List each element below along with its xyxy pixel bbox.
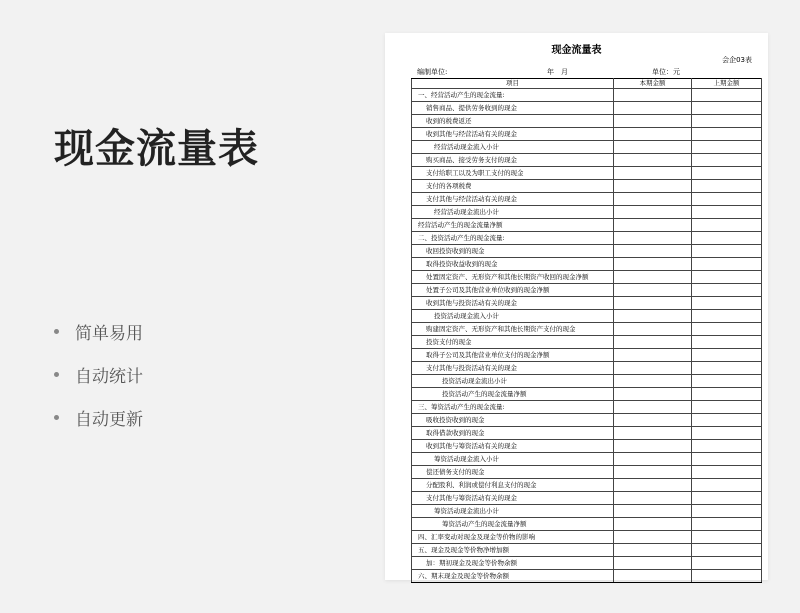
row-label: 收到其他与筹资活动有关的现金 [412,440,614,453]
previous-amount-cell[interactable] [692,518,762,531]
form-code: 会企03表 [722,56,752,64]
row-label: 偿还债务支付的现金 [412,466,614,479]
row-label: 投资活动现金流入小计 [412,310,614,323]
row-label: 取得投资收益收到的现金 [412,258,614,271]
previous-amount-cell[interactable] [692,414,762,427]
table-row [412,141,762,154]
current-amount-cell[interactable] [614,141,692,154]
sheet-title: 现金流量表 [551,45,602,56]
table-row [412,453,762,466]
period-label: 年 月 [547,68,568,76]
feature-item [54,396,143,439]
reporting-unit-label: 编制单位: [417,68,448,76]
current-amount-cell[interactable] [614,245,692,258]
previous-amount-cell[interactable] [692,531,762,544]
row-label: 支付的各项税费 [412,180,614,193]
current-amount-cell[interactable] [614,154,692,167]
current-amount-cell[interactable] [614,349,692,362]
previous-amount-cell[interactable] [692,375,762,388]
current-amount-cell[interactable] [614,492,692,505]
previous-amount-cell[interactable] [692,284,762,297]
current-amount-cell[interactable] [614,375,692,388]
previous-amount-cell[interactable] [692,336,762,349]
current-amount-cell[interactable] [614,336,692,349]
row-label: 投资活动现金流出小计 [412,375,614,388]
row-label: 处置固定资产、无形资产和其他长期资产收回的现金净额 [412,271,614,284]
table-row [412,362,762,375]
row-label: 处置子公司及其他营业单位收到的现金净额 [412,284,614,297]
table-row [412,102,762,115]
previous-amount-cell[interactable] [692,310,762,323]
row-label: 收回投资收到的现金 [412,245,614,258]
current-amount-cell[interactable] [614,557,692,570]
current-amount-cell[interactable] [614,323,692,336]
column-header-previous: 上期金额 [692,79,762,89]
row-label: 收到其他与投资活动有关的现金 [412,297,614,310]
feature-item [54,310,143,353]
table-row [412,258,762,271]
bullet-icon [54,372,59,377]
current-amount-cell[interactable] [614,453,692,466]
previous-amount-cell[interactable] [692,349,762,362]
previous-amount-cell[interactable] [692,102,762,115]
row-label: 支付其他与投资活动有关的现金 [412,362,614,375]
current-amount-cell[interactable] [614,128,692,141]
table-row [412,388,762,401]
current-amount-cell[interactable] [614,271,692,284]
row-label: 二、投资活动产生的现金流量: [412,232,614,245]
current-amount-cell[interactable] [614,531,692,544]
cash-flow-sheet [385,33,768,580]
previous-amount-cell[interactable] [692,388,762,401]
current-amount-cell[interactable] [614,193,692,206]
column-header-item: 项目 [412,79,614,89]
feature-label: 简单易用 [75,324,143,344]
current-amount-cell[interactable] [614,427,692,440]
table-row [412,297,762,310]
row-label: 四、汇率变动对现金及现金等价物的影响 [412,531,614,544]
current-amount-cell[interactable] [614,544,692,557]
row-label: 分配股利、利润或偿付利息支付的现金 [412,479,614,492]
row-label: 支付其他与经营活动有关的现金 [412,193,614,206]
table-row [412,245,762,258]
row-label: 筹资活动产生的现金流量净额 [412,518,614,531]
current-amount-cell[interactable] [614,115,692,128]
table-row [412,89,762,102]
feature-item [54,353,143,396]
previous-amount-cell[interactable] [692,180,762,193]
row-label: 筹资活动现金流入小计 [412,453,614,466]
table-row [412,167,762,180]
row-label: 五、现金及现金等价物净增加额 [412,544,614,557]
feature-label: 自动更新 [75,410,143,430]
current-amount-cell[interactable] [614,466,692,479]
table-row [412,310,762,323]
table-row [412,284,762,297]
current-amount-cell[interactable] [614,102,692,115]
previous-amount-cell[interactable] [692,232,762,245]
table-row [412,115,762,128]
previous-amount-cell[interactable] [692,570,762,583]
table-row [412,427,762,440]
row-label: 支付其他与筹资活动有关的现金 [412,492,614,505]
table-row [412,193,762,206]
previous-amount-cell[interactable] [692,141,762,154]
previous-amount-cell[interactable] [692,557,762,570]
current-amount-cell[interactable] [614,284,692,297]
table-row [412,544,762,557]
current-amount-cell[interactable] [614,570,692,583]
previous-amount-cell[interactable] [692,271,762,284]
row-label: 购建固定资产、无形资产和其他长期资产支付的现金 [412,323,614,336]
bullet-icon [54,329,59,334]
current-amount-cell[interactable] [614,258,692,271]
previous-amount-cell[interactable] [692,466,762,479]
current-amount-cell[interactable] [614,401,692,414]
previous-amount-cell[interactable] [692,440,762,453]
table-row [412,466,762,479]
row-label: 取得借款收到的现金 [412,427,614,440]
row-label: 加：期初现金及现金等价物余额 [412,557,614,570]
row-label: 经营活动现金流出小计 [412,206,614,219]
table-row [412,206,762,219]
current-amount-cell[interactable] [614,232,692,245]
cash-flow-table [411,78,762,583]
row-label: 吸收投资收到的现金 [412,414,614,427]
previous-amount-cell[interactable] [692,258,762,271]
table-row [412,375,762,388]
previous-amount-cell[interactable] [692,128,762,141]
previous-amount-cell[interactable] [692,115,762,128]
table-row [412,557,762,570]
current-amount-cell[interactable] [614,518,692,531]
table-row [412,180,762,193]
row-label: 购买商品、接受劳务支付的现金 [412,154,614,167]
table-row [412,401,762,414]
table-row [412,492,762,505]
current-amount-cell[interactable] [614,180,692,193]
table-row [412,518,762,531]
current-amount-cell[interactable] [614,89,692,102]
current-amount-cell[interactable] [614,297,692,310]
current-amount-cell[interactable] [614,505,692,518]
current-amount-cell[interactable] [614,206,692,219]
previous-amount-cell[interactable] [692,505,762,518]
table-row [412,128,762,141]
currency-unit-label: 单位：元 [652,68,680,76]
row-label: 六、期末现金及现金等价物余额 [412,570,614,583]
current-amount-cell[interactable] [614,167,692,180]
table-row [412,531,762,544]
previous-amount-cell[interactable] [692,193,762,206]
row-label: 收到的税费返还 [412,115,614,128]
row-label: 取得子公司及其他营业单位支付的现金净额 [412,349,614,362]
row-label: 投资支付的现金 [412,336,614,349]
previous-amount-cell[interactable] [692,427,762,440]
previous-amount-cell[interactable] [692,297,762,310]
feature-list [54,310,143,439]
previous-amount-cell[interactable] [692,89,762,102]
table-row [412,336,762,349]
table-row [412,479,762,492]
current-amount-cell[interactable] [614,219,692,232]
bullet-icon [54,415,59,420]
table-row [412,271,762,284]
row-label: 筹资活动现金流出小计 [412,505,614,518]
current-amount-cell[interactable] [614,440,692,453]
previous-amount-cell[interactable] [692,206,762,219]
table-row [412,349,762,362]
table-row [412,414,762,427]
current-amount-cell[interactable] [614,362,692,375]
column-header-current: 本期金额 [614,79,692,89]
table-row [412,323,762,336]
previous-amount-cell[interactable] [692,219,762,232]
table-row [412,570,762,583]
previous-amount-cell[interactable] [692,167,762,180]
table-row [412,440,762,453]
previous-amount-cell[interactable] [692,544,762,557]
current-amount-cell[interactable] [614,479,692,492]
page-title: 现金流量表 [54,126,259,172]
current-amount-cell[interactable] [614,388,692,401]
current-amount-cell[interactable] [614,310,692,323]
previous-amount-cell[interactable] [692,479,762,492]
feature-label: 自动统计 [75,367,143,387]
current-amount-cell[interactable] [614,414,692,427]
table-row [412,505,762,518]
table-header-row [412,79,762,89]
previous-amount-cell[interactable] [692,154,762,167]
row-label: 销售商品、提供劳务收到的现金 [412,102,614,115]
previous-amount-cell[interactable] [692,492,762,505]
previous-amount-cell[interactable] [692,453,762,466]
row-label: 支付给职工以及为职工支付的现金 [412,167,614,180]
previous-amount-cell[interactable] [692,401,762,414]
table-row [412,219,762,232]
table-row [412,232,762,245]
row-label: 三、筹资活动产生的现金流量: [412,401,614,414]
row-label: 经营活动现金流入小计 [412,141,614,154]
table-row [412,154,762,167]
row-label: 投资活动产生的现金流量净额 [412,388,614,401]
row-label: 经营活动产生的现金流量净额 [412,219,614,232]
previous-amount-cell[interactable] [692,323,762,336]
row-label: 收到其他与经营活动有关的现金 [412,128,614,141]
previous-amount-cell[interactable] [692,362,762,375]
row-label: 一、经营活动产生的现金流量: [412,89,614,102]
previous-amount-cell[interactable] [692,245,762,258]
